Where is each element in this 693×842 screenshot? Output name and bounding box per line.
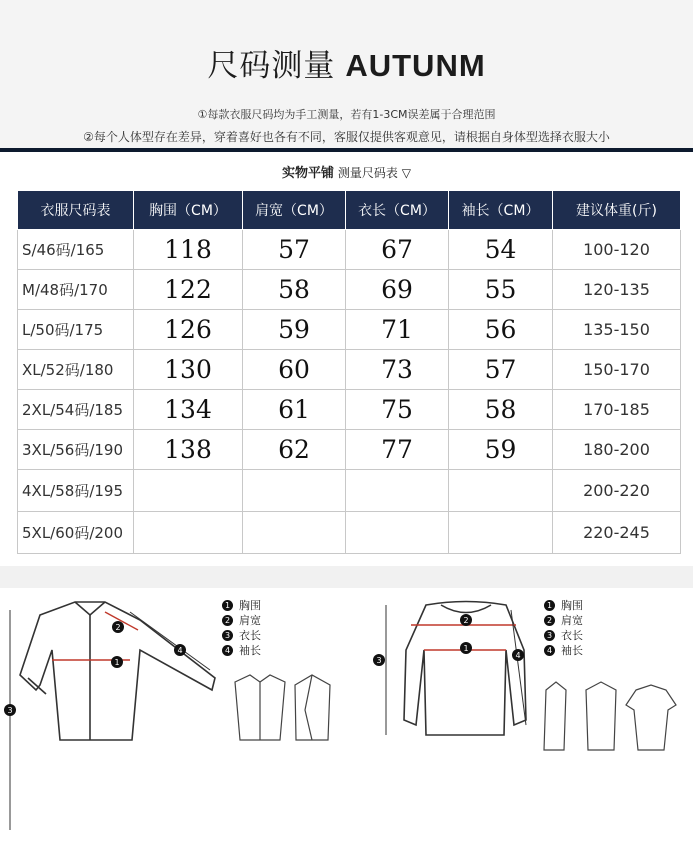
chest-cell: 126 <box>134 310 243 350</box>
length-cell: 75 <box>346 390 449 430</box>
sleeve-cell: 57 <box>449 350 553 390</box>
header-chest: 胸围（CM） <box>134 191 243 230</box>
shoulder-cell: 60 <box>243 350 346 390</box>
legend-item <box>544 598 583 613</box>
svg-text:4: 4 <box>515 651 521 660</box>
shoulder-cell: 61 <box>243 390 346 430</box>
size-cell: 2XL/54码/185 <box>18 390 134 430</box>
weight-cell: 100-120 <box>553 230 681 270</box>
table-row <box>18 470 681 512</box>
sleeve-cell: 59 <box>449 430 553 470</box>
sleeve-cell: 58 <box>449 390 553 430</box>
sleeve-cell <box>449 470 553 512</box>
legend-label: 肩宽 <box>239 613 261 627</box>
shoulder-cell <box>243 470 346 512</box>
chest-cell <box>134 470 243 512</box>
weight-cell: 150-170 <box>553 350 681 390</box>
length-cell <box>346 470 449 512</box>
caption-rest: 测量尺码表 ▽ <box>337 166 411 180</box>
length-cell: 67 <box>346 230 449 270</box>
size-cell: S/46码/165 <box>18 230 134 270</box>
size-cell: M/48码/170 <box>18 270 134 310</box>
size-cell: 5XL/60码/200 <box>18 512 134 554</box>
shoulder-cell: 58 <box>243 270 346 310</box>
number-icon: 1 <box>544 600 555 611</box>
title-cn: 尺码测量 <box>207 48 336 84</box>
note-measurement-error: ①每款衣服尺码均为手工测量，若有1-3CM误差属于合理范围 <box>197 108 496 121</box>
shoulder-cell <box>243 512 346 554</box>
header-divider <box>0 148 693 152</box>
sweater-illustration <box>346 590 693 838</box>
legend-item <box>222 643 261 658</box>
legend-item <box>222 613 261 628</box>
number-icon: 2 <box>222 615 233 626</box>
number-icon: 2 <box>544 615 555 626</box>
weight-cell: 200-220 <box>553 470 681 512</box>
table-row <box>18 390 681 430</box>
length-cell: 69 <box>346 270 449 310</box>
note-body-difference: ②每个人体型存在差异，穿着喜好也各有不同，客服仅提供客观意见，请根据自身体型选择衣服大小 <box>83 130 610 144</box>
size-cell: 3XL/56码/190 <box>18 430 134 470</box>
legend-label: 肩宽 <box>561 613 583 627</box>
svg-text:3: 3 <box>376 656 382 665</box>
weight-cell: 135-150 <box>553 310 681 350</box>
number-icon: 3 <box>544 630 555 641</box>
sleeve-cell: 56 <box>449 310 553 350</box>
chest-cell <box>134 512 243 554</box>
length-cell <box>346 512 449 554</box>
header-shoulder: 肩宽（CM） <box>243 191 346 230</box>
table-row <box>18 512 681 554</box>
shoulder-cell: 62 <box>243 430 346 470</box>
svg-text:1: 1 <box>463 644 469 653</box>
weight-cell: 180-200 <box>553 430 681 470</box>
legend-label: 衣长 <box>561 628 583 642</box>
number-icon: 4 <box>222 645 233 656</box>
chest-cell: 134 <box>134 390 243 430</box>
sleeve-cell: 54 <box>449 230 553 270</box>
svg-text:1: 1 <box>114 658 120 667</box>
chest-cell: 130 <box>134 350 243 390</box>
section-divider <box>0 566 693 588</box>
legend-item <box>222 628 261 643</box>
table-row <box>18 270 681 310</box>
table-caption <box>0 162 693 181</box>
size-table <box>17 190 681 554</box>
header-size: 衣服尺码表 <box>18 191 134 230</box>
number-icon: 4 <box>544 645 555 656</box>
chest-cell: 118 <box>134 230 243 270</box>
length-cell: 71 <box>346 310 449 350</box>
svg-text:2: 2 <box>115 623 121 632</box>
caption-bold: 实物平铺 <box>282 166 335 181</box>
number-icon: 1 <box>222 600 233 611</box>
sweater-diagram <box>346 590 693 838</box>
legend-label: 胸围 <box>561 598 583 612</box>
size-cell: 4XL/58码/195 <box>18 470 134 512</box>
sleeve-cell: 55 <box>449 270 553 310</box>
shoulder-cell: 57 <box>243 230 346 270</box>
shoulder-cell: 59 <box>243 310 346 350</box>
length-cell: 73 <box>346 350 449 390</box>
legend-item <box>222 598 261 613</box>
svg-text:4: 4 <box>177 646 183 655</box>
header-weight: 建议体重(斤) <box>553 191 681 230</box>
shirt-legend <box>222 598 261 658</box>
number-icon: 3 <box>222 630 233 641</box>
header-sleeve: 袖长（CM） <box>449 191 553 230</box>
page-title <box>0 40 693 85</box>
legend-label: 胸围 <box>239 598 261 612</box>
header-length: 衣长（CM） <box>346 191 449 230</box>
header <box>0 0 693 150</box>
table-row <box>18 350 681 390</box>
weight-cell: 120-135 <box>553 270 681 310</box>
chest-cell: 122 <box>134 270 243 310</box>
legend-item <box>544 613 583 628</box>
sweater-legend <box>544 598 583 658</box>
chest-cell: 138 <box>134 430 243 470</box>
marker-icons <box>373 614 524 666</box>
table-header-row <box>18 191 681 230</box>
shirt-illustration <box>0 590 346 838</box>
sleeve-cell <box>449 512 553 554</box>
size-cell: XL/52码/180 <box>18 350 134 390</box>
table-row <box>18 310 681 350</box>
title-en: AUTUNM <box>345 48 486 83</box>
length-cell: 77 <box>346 430 449 470</box>
table-row <box>18 230 681 270</box>
legend-label: 袖长 <box>239 643 261 657</box>
legend-label: 袖长 <box>561 643 583 657</box>
legend-item <box>544 628 583 643</box>
legend-item <box>544 643 583 658</box>
weight-cell: 220-245 <box>553 512 681 554</box>
svg-text:3: 3 <box>7 706 13 715</box>
shirt-diagram <box>0 590 346 838</box>
svg-text:2: 2 <box>463 616 469 625</box>
table-row <box>18 430 681 470</box>
legend-label: 衣长 <box>239 628 261 642</box>
size-cell: L/50码/175 <box>18 310 134 350</box>
weight-cell: 170-185 <box>553 390 681 430</box>
